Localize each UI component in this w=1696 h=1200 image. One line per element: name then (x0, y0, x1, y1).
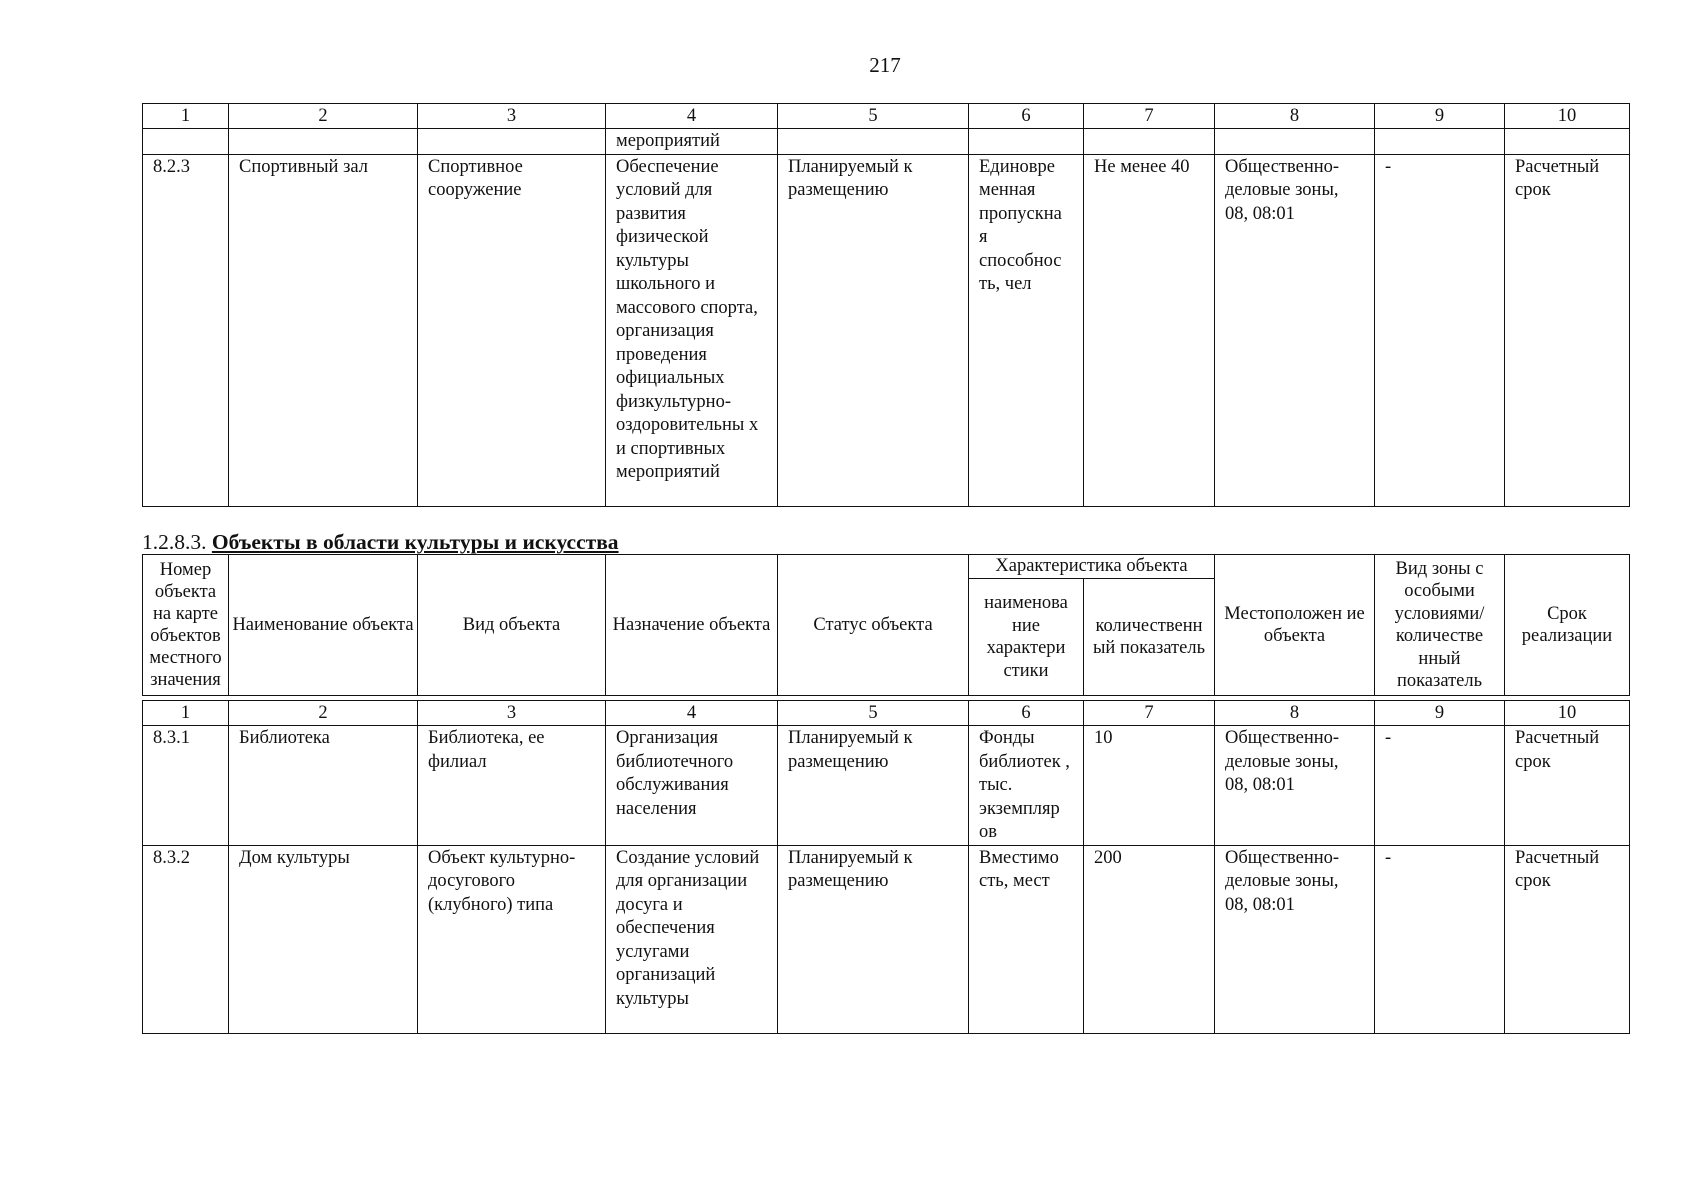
header-implementation-term: Срок реализации (1505, 555, 1630, 696)
page-number: 217 (869, 53, 901, 77)
carry-over-row (143, 129, 1630, 155)
characteristic-value: Не менее 40 (1084, 154, 1215, 506)
header-row (143, 555, 1630, 579)
column-number: 8 (1215, 701, 1375, 726)
table-cell (1084, 129, 1215, 155)
table-cell (1375, 129, 1505, 155)
characteristic-name: Фонды библиотек , тыс. экземпляр ов (969, 726, 1084, 846)
object-location: Общественно-деловые зоны, 08, 08:01 (1215, 154, 1375, 506)
column-number-row (143, 104, 1630, 129)
column-number-row (143, 701, 1630, 726)
column-number: 5 (778, 701, 969, 726)
column-number: 7 (1084, 701, 1215, 726)
object-number: 8.2.3 (143, 154, 229, 506)
table-cell (229, 129, 418, 155)
table-cell (969, 129, 1084, 155)
object-purpose: Обеспечение условий для развития физической культуры школьного и массового спорта, организация проведения официальных физкультурно-оздоровительны х и спортивных мероприятий (606, 154, 778, 506)
object-status: Планируемый к размещению (778, 845, 969, 1033)
header-object-number: Номер объекта на карте объектов местного значения (143, 555, 229, 696)
implementation-term: Расчетный срок (1505, 154, 1630, 506)
table-cell (1505, 129, 1630, 155)
implementation-term: Расчетный срок (1505, 845, 1630, 1033)
zone-type: - (1375, 154, 1505, 506)
characteristic-value: 10 (1084, 726, 1215, 846)
column-number: 6 (969, 104, 1084, 129)
column-number: 9 (1375, 701, 1505, 726)
section-number: 1.2.8.3. (142, 530, 207, 554)
header-characteristic-value: количественн ый показатель (1084, 579, 1215, 696)
header-zone-type: Вид зоны с особыми условиями/ количестве нный показатель (1375, 555, 1505, 696)
column-number: 4 (606, 701, 778, 726)
column-number: 10 (1505, 104, 1630, 129)
column-number: 6 (969, 701, 1084, 726)
column-number: 10 (1505, 701, 1630, 726)
header-object-status: Статус объекта (778, 555, 969, 696)
column-number: 4 (606, 104, 778, 129)
table-row (143, 726, 1630, 846)
object-name: Спортивный зал (229, 154, 418, 506)
header-object-type: Вид объекта (418, 555, 606, 696)
column-number: 2 (229, 104, 418, 129)
header-characteristic-name: наименова ние характери стики (969, 579, 1084, 696)
table-cell (1215, 129, 1375, 155)
object-number: 8.3.2 (143, 845, 229, 1033)
object-type: Библиотека, ее филиал (418, 726, 606, 846)
implementation-term: Расчетный срок (1505, 726, 1630, 846)
object-name: Библиотека (229, 726, 418, 846)
continuation-table (142, 103, 1630, 507)
table-cell (778, 129, 969, 155)
object-status: Планируемый к размещению (778, 726, 969, 846)
table-cell (418, 129, 606, 155)
object-purpose: Создание условий для организации досуга и обеспечения услугами организаций культуры (606, 845, 778, 1033)
characteristic-name: Единовре менная пропускна я способнос ть, чел (969, 154, 1084, 506)
section-title: Объекты в области культуры и искусства (211, 530, 619, 554)
object-location: Общественно-деловые зоны, 08, 08:01 (1215, 726, 1375, 846)
table-row (143, 845, 1630, 1033)
column-number: 1 (143, 104, 229, 129)
table-row (143, 154, 1630, 506)
column-number: 2 (229, 701, 418, 726)
culture-objects-table (142, 700, 1630, 1034)
object-status: Планируемый к размещению (778, 154, 969, 506)
column-number: 9 (1375, 104, 1505, 129)
column-number: 3 (418, 104, 606, 129)
object-type: Объект культурно-досугового (клубного) типа (418, 845, 606, 1033)
header-characteristic-group: Характеристика объекта (969, 555, 1215, 579)
zone-type: - (1375, 845, 1505, 1033)
object-location: Общественно-деловые зоны, 08, 08:01 (1215, 845, 1375, 1033)
table-cell (143, 129, 229, 155)
object-purpose: Организация библиотечного обслуживания населения (606, 726, 778, 846)
object-type: Спортивное сооружение (418, 154, 606, 506)
characteristic-value: 200 (1084, 845, 1215, 1033)
column-number: 3 (418, 701, 606, 726)
header-object-purpose: Назначение объекта (606, 555, 778, 696)
column-number: 8 (1215, 104, 1375, 129)
table-cell: мероприятий (606, 129, 778, 155)
header-object-location: Местоположен ие объекта (1215, 555, 1375, 696)
object-number: 8.3.1 (143, 726, 229, 846)
column-number: 7 (1084, 104, 1215, 129)
zone-type: - (1375, 726, 1505, 846)
column-number: 1 (143, 701, 229, 726)
characteristic-name: Вместимо сть, мест (969, 845, 1084, 1033)
header-table (142, 554, 1630, 696)
section-heading (142, 530, 619, 555)
object-name: Дом культуры (229, 845, 418, 1033)
column-number: 5 (778, 104, 969, 129)
header-object-name: Наименование объекта (229, 555, 418, 696)
